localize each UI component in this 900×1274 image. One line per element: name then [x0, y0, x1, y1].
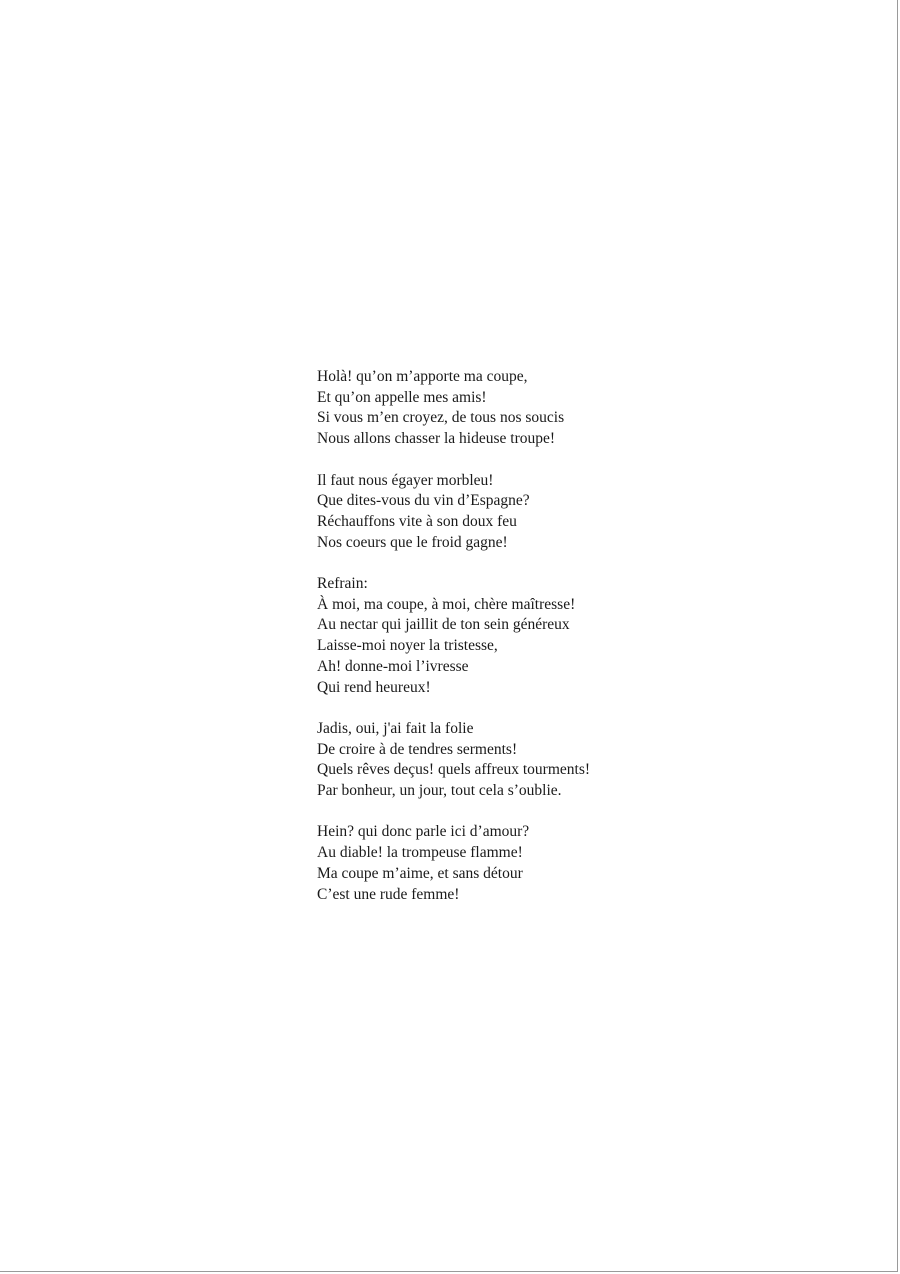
- stanza-4: [317, 719, 590, 802]
- verse-line: Et qu’on appelle mes amis!: [317, 388, 487, 406]
- verse-line: Ma coupe m’aime, et sans détour: [317, 864, 523, 882]
- verse-line: Réchauffons vite à son doux feu: [317, 512, 517, 530]
- verse-line: Jadis, oui, j'ai fait la folie: [317, 719, 474, 737]
- verse-line: Que dites-vous du vin d’Espagne?: [317, 492, 530, 510]
- verse-line: Nous allons chasser la hideuse troupe!: [317, 430, 556, 448]
- verse-line: Laisse-moi noyer la tristesse,: [317, 637, 498, 655]
- verse-line: À moi, ma coupe, à moi, chère maîtresse!: [317, 595, 576, 613]
- verse-line: De croire à de tendres serments!: [317, 740, 518, 758]
- verse-line: C’est une rude femme!: [317, 885, 460, 903]
- poem-text: [317, 367, 590, 905]
- verse-line: Hein? qui donc parle ici d’amour?: [317, 823, 530, 841]
- verse-line: Au nectar qui jaillit de ton sein généreux: [317, 616, 570, 634]
- refrain-stanza: [317, 574, 590, 698]
- verse-line: Quels rêves deçus! quels affreux tourments!: [317, 761, 591, 779]
- stanza-2: [317, 471, 590, 554]
- verse-line: Holà! qu’on m’apporte ma coupe,: [317, 368, 528, 385]
- stanza-1: [317, 367, 590, 450]
- verse-line: Si vous m’en croyez, de tous nos soucis: [317, 409, 565, 427]
- verse-line: Il faut nous égayer morbleu!: [317, 471, 494, 489]
- stanza-5: [317, 822, 590, 905]
- verse-line: Ah! donne-moi l’ivresse: [317, 657, 469, 675]
- refrain-heading: Refrain:: [317, 575, 368, 592]
- verse-line: Nos coeurs que le froid gagne!: [317, 533, 508, 551]
- verse-line: Par bonheur, un jour, tout cela s’oublie.: [317, 782, 562, 800]
- verse-line: Qui rend heureux!: [317, 678, 431, 696]
- verse-line: Au diable! la trompeuse flamme!: [317, 844, 523, 862]
